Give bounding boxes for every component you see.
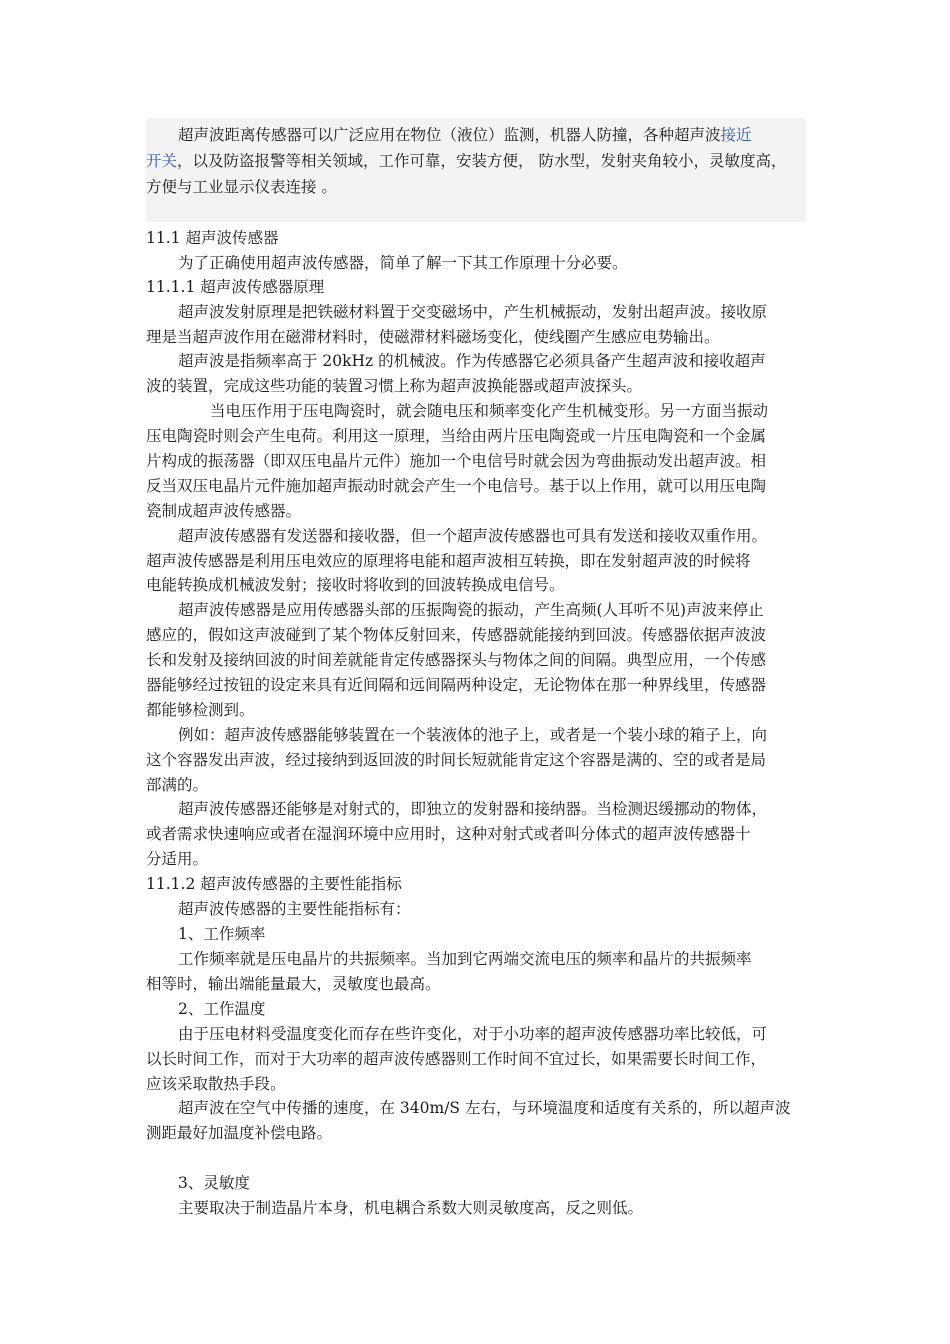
paragraph-line: 超声波传感器是利用压电效应的原理将电能和超声波相互转换，即在发射超声波的时候将 [146,552,751,570]
paragraph-line: 或者需求快速响应或者在湿润环境中应用时，这种对射式或者叫分体式的超声波传感器十 [146,825,751,843]
paragraph-line: 超声波传感器是应用传感器头部的压振陶瓷的振动，产生高频(人耳听不见)声波来停止 [178,601,764,619]
paragraph-line: 超声波传感器的主要性能指标有： [178,900,411,918]
heading-11-1-2: 11.1.2 超声波传感器的主要性能指标 [146,875,402,893]
list-heading: 1、工作频率 [178,925,266,943]
paragraph-line: 超声波传感器还能够是对射式的，即独立的发射器和接纳器。当检测迟缓挪动的物体， [178,800,768,818]
list-heading: 3、灵敏度 [178,1174,250,1192]
proximity-switch-link[interactable]: 接近 [720,126,752,144]
paragraph-line: 部满的。 [146,776,209,794]
paragraph-line: 相等时，输出端能量最大，灵敏度也最高。 [146,975,441,993]
paragraph-line: 瓷制成超声波传感器。 [146,502,302,520]
intro-text: 超声波距离传感器可以广泛应用在物位（液位）监测，机器人防撞，各种超声波 [178,126,721,144]
list-heading: 2、工作温度 [178,1000,266,1018]
paragraph-line: 超声波是指频率高于 20kHz 的机械波。作为传感器它必须具备产生超声波和接收超声 [178,352,766,370]
paragraph-line: 波的装置，完成这些功能的装置习惯上称为超声波换能器或超声波探头。 [146,377,643,395]
paragraph-line: 这个容器发出声波，经过接纳到返回波的时间长短就能肯定这个容器是满的、空的或者是局 [146,751,767,769]
intro-line-2 [146,151,786,171]
paragraph-line: 超声波在空气中传播的速度，在 340m/S 左右，与环境温度和适度有关系的，所以超声波 [178,1099,791,1117]
paragraph-line: 反当双压电晶片元件施加超声振动时就会产生一个电信号。基于以上作用，就可以用压电陶 [146,477,767,495]
paragraph-line: 电能转换成机械波发射；接收时将收到的回波转换成电信号。 [146,576,565,594]
paragraph-line: 超声波传感器有发送器和接收器，但一个超声波传感器也可具有发送和接收双重作用。 [178,527,768,545]
intro-line-1 [178,125,752,145]
paragraph-line: 压电陶瓷时则会产生电荷。利用这一原理，当给由两片压电陶瓷或一片压电陶瓷和一个金属 [146,427,767,445]
intro-line-3: 方便与工业显示仪表连接 。 [146,178,337,196]
paragraph-line: 以长时间工作，而对于大功率的超声波传感器则工作时间不宜过长，如果需要长时间工作， [146,1050,767,1068]
paragraph-line: 理是当超声波作用在磁滞材料时，使磁滞材料磁场变化，使线圈产生感应电势输出。 [146,328,720,346]
heading-11-1: 11.1 超声波传感器 [146,229,279,247]
paragraph-line: 超声波发射原理是把铁磁材料置于交变磁场中，产生机械振动，发射出超声波。接收原 [178,303,768,321]
paragraph-line: 分适用。 [146,850,209,868]
paragraph-line: 为了正确使用超声波传感器，简单了解一下其工作原理十分必要。 [178,254,628,272]
paragraph-line: 当电压作用于压电陶瓷时，就会随电压和频率变化产生机械变形。另一方面当振动 [210,402,769,420]
paragraph-line: 应该采取散热手段。 [146,1075,286,1093]
paragraph-line: 器能够经过按钮的设定来具有近间隔和远间隔两种设定，无论物体在那一种界线里，传感器 [146,676,767,694]
paragraph-line: 片构成的振荡器（即双压电晶片元件）施加一个电信号时就会因为弯曲振动发出超声波。相 [146,452,767,470]
heading-11-1-1: 11.1.1 超声波传感器原理 [146,278,325,296]
paragraph-line: 由于压电材料受温度变化而存在些许变化，对于小功率的超声波传感器功率比较低，可 [178,1025,768,1043]
paragraph-line: 主要取决于制造晶片本身，机电耦合系数大则灵敏度高，反之则低。 [178,1199,644,1217]
paragraph-line: 工作频率就是压电晶片的共振频率。当加到它两端交流电压的频率和晶片的共振频率 [178,950,752,968]
paragraph-line: 都能够检测到。 [146,701,255,719]
paragraph-line: 长和发射及接纳回波的时间差就能肯定传感器探头与物体之间的间隔。典型应用，一个传感 [146,651,767,669]
paragraph-line: 例如：超声波传感器能够装置在一个装液体的池子上，或者是一个装小球的箱子上，向 [178,726,768,744]
paragraph-line: 感应的，假如这声波碰到了某个物体反射回来，传感器就能接纳到回波。传感器依据声波波 [146,626,767,644]
intro-text: ，以及防盗报警等相关领域，工作可靠，安装方便， 防水型，发射夹角较小，灵敏度高， [177,152,787,170]
paragraph-line: 测距最好加温度补偿电路。 [146,1124,333,1142]
proximity-switch-link[interactable]: 开关 [146,152,178,170]
